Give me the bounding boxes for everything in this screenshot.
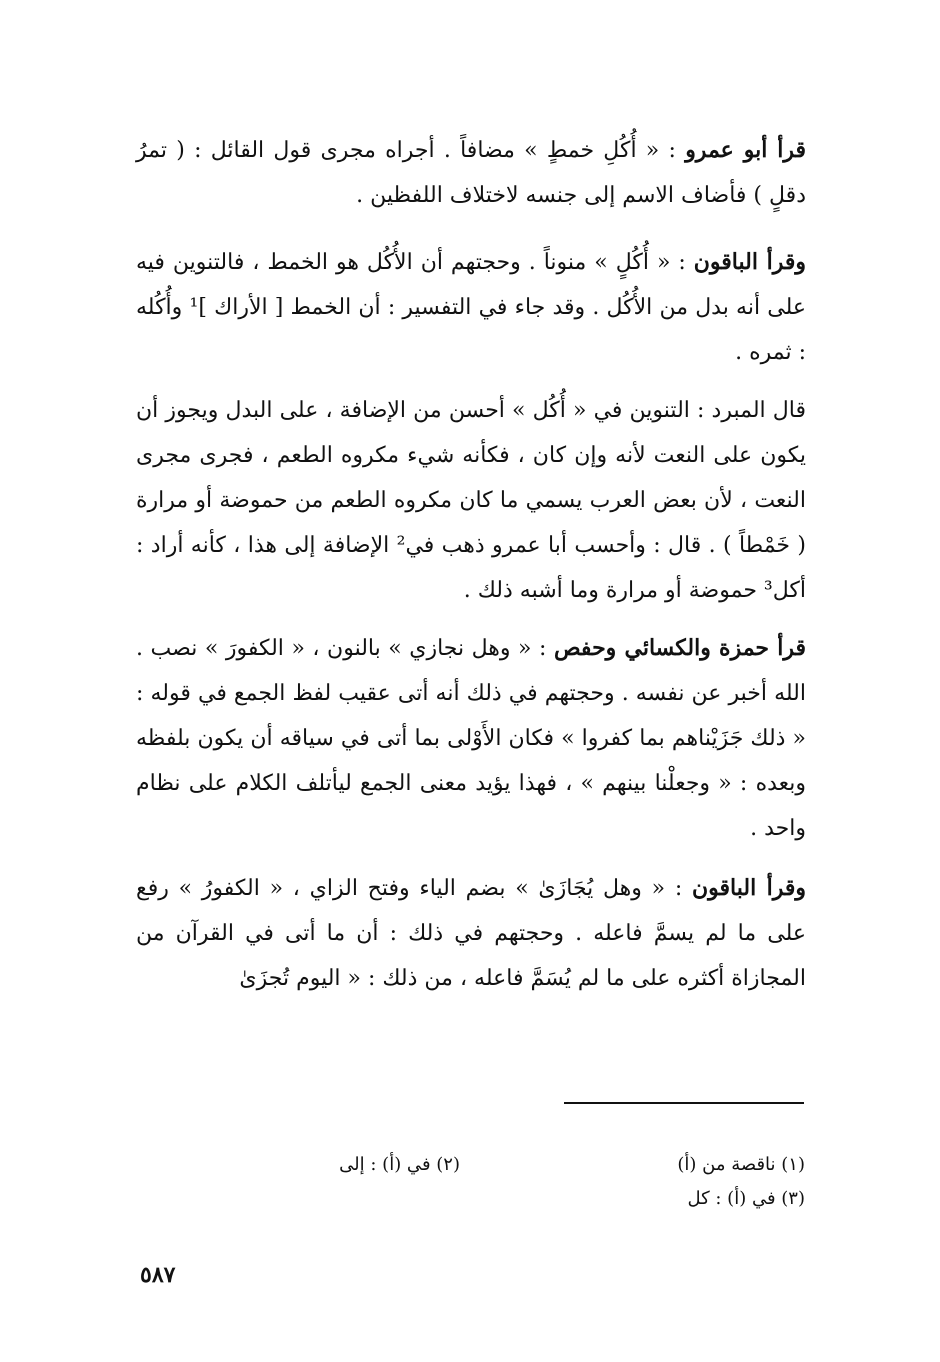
footnote-2: (٢) في (أ) : إلى xyxy=(339,1154,460,1175)
paragraph-text: : « أُكُلٍ » منوناً . وحجتهم أن الأُكُل هو الخمط ، فالتنوين فيه على أنه بدل من الأُكُل . وقد جاء في التفسير : أن الخمط [ الأراك ]¹ وأُكُله : ثمره . xyxy=(136,250,807,365)
footnotes-right-column xyxy=(560,1148,805,1216)
page-number: ٥٨٧ xyxy=(140,1262,176,1288)
paragraph-4 xyxy=(136,626,806,851)
paragraph-lead: وقرأ الباقون xyxy=(692,875,807,901)
footnotes-left-column xyxy=(260,1148,460,1182)
paragraph-lead: قرأ حمزة والكسائي وحفص xyxy=(553,635,806,661)
paragraph-1 xyxy=(136,128,806,218)
footnote-divider xyxy=(564,1102,804,1104)
paragraph-lead: قرأ أبو عمرو xyxy=(685,137,806,163)
paragraph-lead: وقرأ الباقون xyxy=(693,249,806,275)
paragraph-text: : « وهل يُجَازَىٰ » بضم الياء وفتح الزاي ، « الكفورُ » رفع على ما لم يسمَّ فاعله . وحجتهم في ذلك : أن ما أتى في القرآن من المجازاة أكثره على ما لم يُسَمَّ فاعله ، من ذلك : « اليوم تُجزَىٰ xyxy=(136,876,806,991)
paragraph-text: قال المبرد : التنوين في « أُكُل » أحسن من الإضافة ، على البدل ويجوز أن يكون على النعت لأنه وإن كان ، فكأنه شيء مكروه الطعم ، فجرى مجرى النعت ، لأن بعض العرب يسمي ما كان مكروه الطعم من حموضة أو مرارة ( خَمْطاً ) . قال : وأحسب أبا عمرو ذهب في² الإضافة إلى هذا ، كأنه أراد : أكل³ حموضة أو مرارة وما أشبه ذلك . xyxy=(136,398,806,603)
footnote-1: (١) ناقصة من (أ) xyxy=(677,1154,805,1175)
paragraph-3 xyxy=(136,388,806,613)
paragraph-text: : « وهل نجازي » بالنون ، « الكفورَ » نصب . الله أخبر عن نفسه . وحجتهم في ذلك أنه أتى عقيب لفظ الجمع في قوله : « ذلك جَزَيْناهم بما كفروا » فكان الأَوْلى بما أتى في سياقه أن يكون بلفظه وبعده : « وجعلْنا بينهم » ، فهذا يؤيد معنى الجمع ليأتلف الكلام على نظام واحد . xyxy=(136,636,806,841)
paragraph-2 xyxy=(136,240,806,375)
paragraph-5 xyxy=(136,866,806,1001)
paragraph-text: : « أُكُلِ خمطٍ » مضافاً . أجراه مجرى قول القائل : ( تمرُ دقلٍ ) فأضاف الاسم إلى جنسه لاختلاف اللفظين . xyxy=(136,138,806,208)
footnote-3: (٣) في (أ) : كل xyxy=(687,1188,805,1209)
